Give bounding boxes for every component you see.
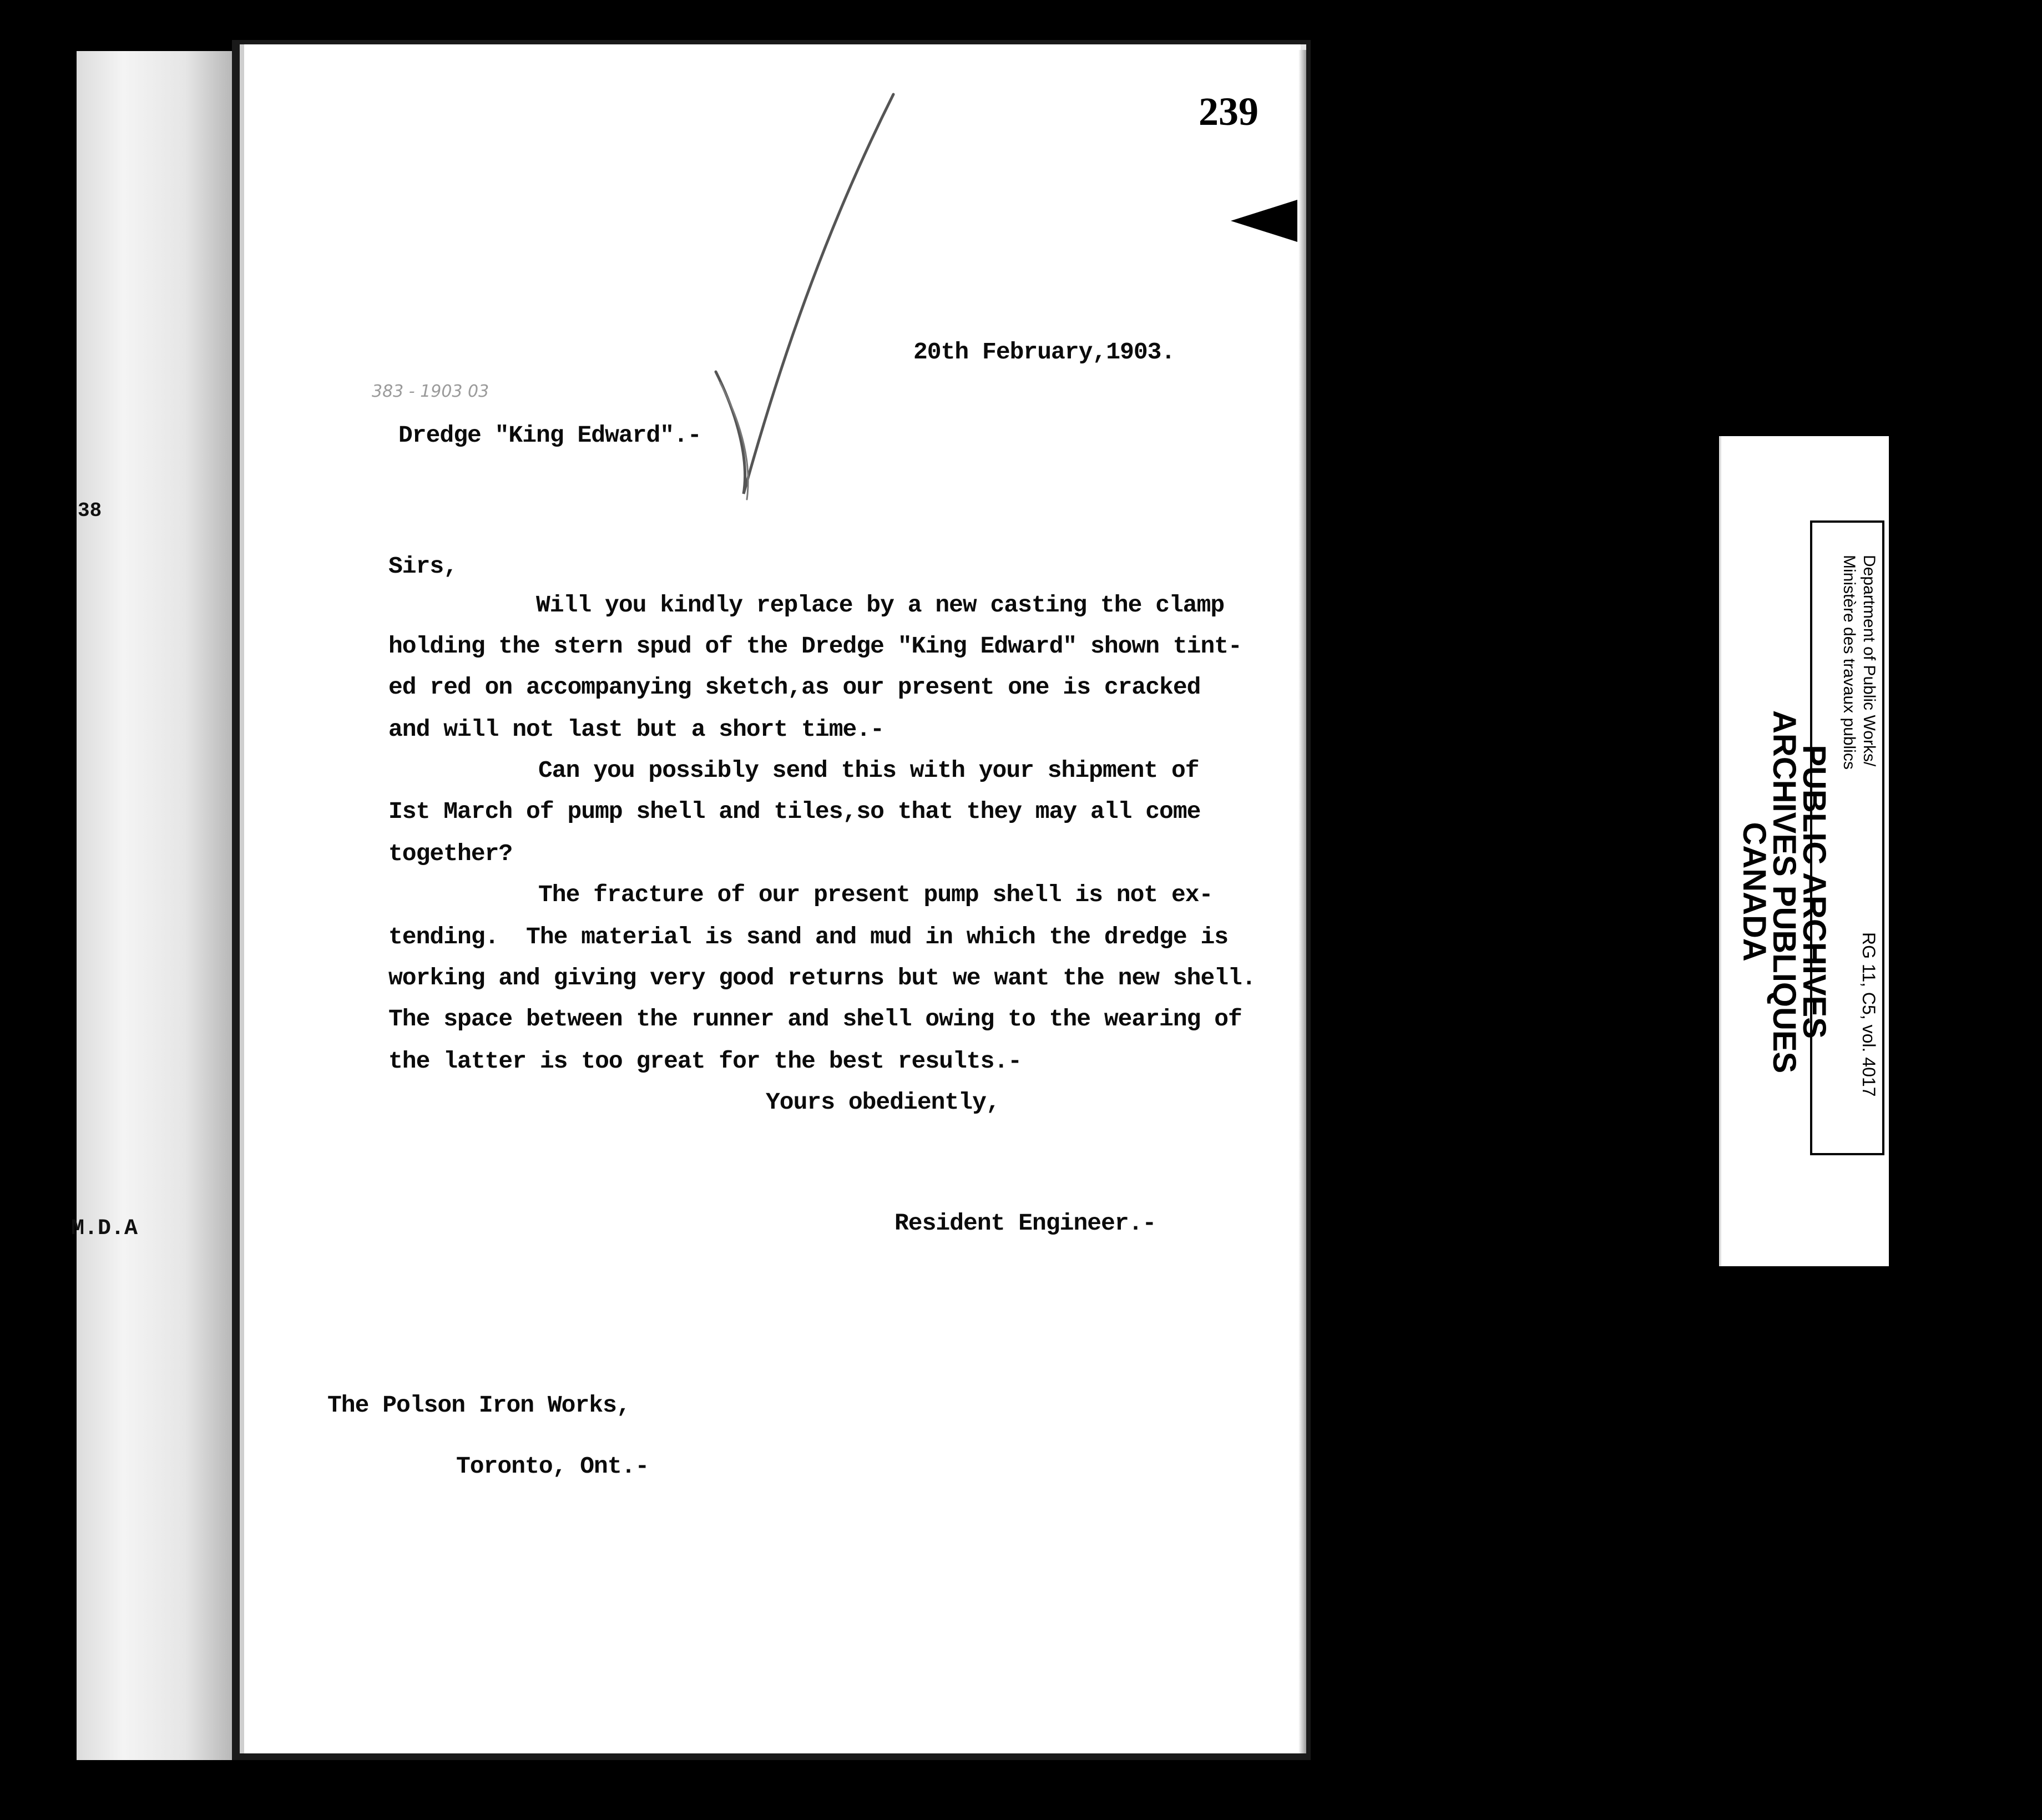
letter-date: 20th February,1903. [913, 338, 1175, 366]
adjacent-fragment-number: 38 [78, 499, 102, 522]
archive-heading-line-1: PUBLIC ARCHIVES [1796, 745, 1832, 1039]
body-line: The fracture of our present pump shell is not ex- [538, 881, 1213, 908]
archive-department [1839, 555, 1879, 770]
body-line: working and giving very good returns but we want the new shell. [388, 964, 1256, 992]
adjacent-fragment-initials: M.D.A [71, 1216, 138, 1241]
page-tab-notch [1231, 200, 1297, 242]
body-line: The space between the runner and shell owing to the wearing of [388, 1005, 1242, 1033]
letter-closing: Yours obediently, [766, 1089, 1000, 1116]
letter-subject: Dredge "King Edward".- [398, 422, 701, 449]
handwritten-checkmark-icon [705, 83, 904, 516]
body-line: Ist March of pump shell and tiles,so that they may all come [388, 798, 1201, 825]
archive-heading-line-2: ARCHIVES PUBLIQUES [1766, 710, 1802, 1074]
signature-title: Resident Engineer.- [894, 1210, 1156, 1237]
archive-heading [1736, 710, 1832, 1074]
body-line: Will you kindly replace by a new casting the clamp [536, 592, 1225, 619]
adjacent-sheet [77, 51, 235, 1760]
page-edge [1298, 50, 1306, 1753]
archive-reference: RG 11, C5, vol. 4017 [1859, 932, 1879, 1097]
archive-heading-line-3: CANADA [1736, 822, 1772, 962]
pencil-annotation: 383 - 1903 03 [372, 382, 489, 401]
body-line: Can you possibly send this with your shipment of [538, 757, 1199, 784]
body-line: together? [388, 840, 513, 867]
page-number: 239 [1199, 89, 1258, 134]
archive-dept-en: Department of Public Works/ [1860, 555, 1878, 767]
body-line: holding the stern spud of the Dredge "King Edward" shown tint- [388, 633, 1242, 660]
addressee-name: The Polson Iron Works, [327, 1392, 630, 1419]
addressee-city: Toronto, Ont.- [456, 1453, 649, 1480]
body-line: tending. The material is sand and mud in which the dredge is [388, 923, 1229, 951]
archive-dept-fr: Ministère des travaux publics [1840, 555, 1858, 770]
body-line: ed red on accompanying sketch,as our present one is cracked [388, 674, 1201, 701]
body-line: the latter is too great for the best results.- [388, 1048, 1022, 1075]
letter-salutation: Sirs, [388, 553, 458, 580]
body-line: and will not last but a short time.- [388, 716, 884, 743]
